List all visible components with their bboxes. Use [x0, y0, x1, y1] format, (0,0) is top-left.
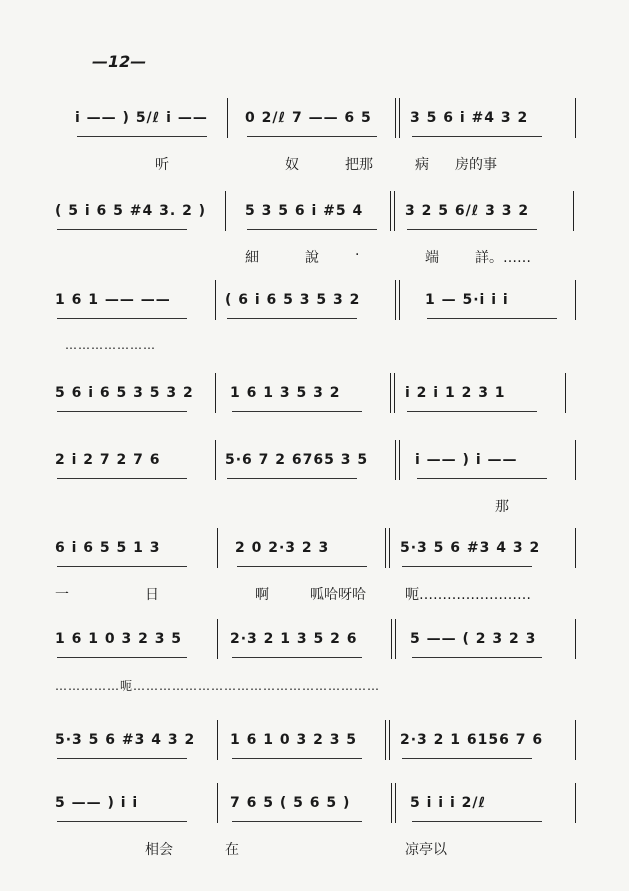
- measure-notes: 1 6 1 0 3 2 3 5: [230, 732, 358, 748]
- measure-notes: 1 — 5·i i i: [425, 292, 509, 308]
- measure-notes: 5 3 5 6 i #5 4: [245, 203, 364, 219]
- measure-notes: 5·3 5 6 #3 4 3 2: [55, 732, 196, 748]
- lyric-text: 啊: [255, 587, 269, 603]
- bar-line: [390, 373, 391, 413]
- bar-line: [385, 720, 386, 760]
- lyric-text: 病: [415, 157, 429, 173]
- bar-line: [575, 528, 576, 568]
- measure-notes: i —— ) 5/ℓ i ——: [75, 110, 208, 126]
- measure-notes: i —— ) i ——: [415, 452, 518, 468]
- measure-notes: 1 6 1 3 5 3 2: [230, 385, 341, 401]
- measure-notes: 5 6 i 6 5 3 5 3 2: [55, 385, 194, 401]
- bar-line: [395, 280, 396, 320]
- beam-underline: [412, 136, 542, 137]
- beam-underline: [57, 318, 187, 319]
- bar-line: [575, 440, 576, 480]
- beam-underline: [427, 318, 557, 319]
- bar-line: [575, 280, 576, 320]
- beam-underline: [232, 758, 362, 759]
- bar-line: [391, 619, 392, 659]
- measure-notes: ( 5 i 6 5 #4 3. 2 ): [55, 203, 207, 219]
- measure-notes: 5·6 7 2 6765 3 5: [225, 452, 369, 468]
- measure-notes: i 2 i 1 2 3 1: [405, 385, 506, 401]
- measure-notes: 1 6 1 0 3 2 3 5: [55, 631, 183, 647]
- beam-underline: [407, 229, 537, 230]
- bar-line: [575, 98, 576, 138]
- beam-underline: [247, 136, 377, 137]
- beam-underline: [57, 657, 187, 658]
- lyric-text: 細: [245, 250, 259, 266]
- beam-underline: [57, 411, 187, 412]
- beam-underline: [232, 411, 362, 412]
- bar-line: [217, 528, 218, 568]
- beam-underline: [402, 566, 532, 567]
- beam-underline: [237, 566, 367, 567]
- bar-line: [215, 440, 216, 480]
- bar-line: [217, 720, 218, 760]
- measure-notes: 5·3 5 6 #3 4 3 2: [400, 540, 541, 556]
- bar-line: [391, 783, 392, 823]
- bar-line: [225, 191, 226, 231]
- beam-underline: [57, 229, 187, 230]
- beam-underline: [412, 657, 542, 658]
- measure-notes: 5 —— ( 2 3 2 3: [410, 631, 537, 647]
- measure-notes: 2·3 2 1 6156 7 6: [400, 732, 544, 748]
- lyric-text: 說: [305, 250, 319, 266]
- bar-line: [395, 98, 396, 138]
- bar-line: [217, 783, 218, 823]
- measure-notes: 3 2 5 6/ℓ 3 3 2: [405, 203, 530, 219]
- beam-underline: [57, 566, 187, 567]
- page-number: —12—: [92, 52, 147, 71]
- lyric-text: 呃……………………: [405, 587, 531, 603]
- lyric-text: 在: [225, 842, 239, 858]
- lyric-text: 呱哈呀哈: [310, 587, 366, 603]
- measure-notes: 0 2/ℓ 7 —— 6 5: [245, 110, 372, 126]
- beam-underline: [227, 478, 357, 479]
- beam-underline: [412, 821, 542, 822]
- measure-notes: 1 6 1 —— ——: [55, 292, 171, 308]
- ellipsis-line: …………………: [65, 338, 156, 352]
- bar-line: [565, 373, 566, 413]
- lyric-text: 房的事: [455, 157, 497, 173]
- measure-notes: 2 i 2 7 2 7 6: [55, 452, 161, 468]
- lyric-text: 端: [425, 250, 439, 266]
- beam-underline: [227, 318, 357, 319]
- bar-line: [575, 720, 576, 760]
- bar-line: [385, 528, 386, 568]
- beam-underline: [232, 657, 362, 658]
- bar-line: [395, 440, 396, 480]
- beam-underline: [407, 411, 537, 412]
- bar-line: [575, 783, 576, 823]
- measure-notes: 7 6 5 ( 5 6 5 ): [230, 795, 351, 811]
- measure-notes: 6 i 6 5 5 1 3: [55, 540, 161, 556]
- lyric-text: ·: [355, 247, 360, 263]
- lyric-text: 奴: [285, 157, 299, 173]
- lyric-text: 詳。……: [475, 250, 531, 266]
- measure-notes: 5 i i i 2/ℓ: [410, 795, 487, 811]
- bar-line: [575, 619, 576, 659]
- beam-underline: [77, 136, 207, 137]
- lyric-text: 一: [55, 587, 69, 603]
- lyric-text: 相会: [145, 842, 173, 858]
- lyric-text: 听: [155, 157, 169, 173]
- measure-notes: ( 6 i 6 5 3 5 3 2: [225, 292, 361, 308]
- bar-line: [215, 280, 216, 320]
- beam-underline: [57, 821, 187, 822]
- beam-underline: [417, 478, 547, 479]
- ellipsis-line: ……………呃…………………………………………………: [55, 679, 381, 693]
- bar-line: [227, 98, 228, 138]
- lyric-text: 把那: [345, 157, 373, 173]
- lyric-text: 那: [495, 499, 509, 515]
- beam-underline: [402, 758, 532, 759]
- beam-underline: [57, 758, 187, 759]
- lyric-text: 日: [145, 587, 159, 603]
- bar-line: [390, 191, 391, 231]
- lyric-text: 凉亭以: [405, 842, 447, 858]
- measure-notes: 5 —— ) i i: [55, 795, 139, 811]
- bar-line: [573, 191, 574, 231]
- beam-underline: [247, 229, 377, 230]
- measure-notes: 3 5 6 i #4 3 2: [410, 110, 529, 126]
- bar-line: [217, 619, 218, 659]
- bar-line: [215, 373, 216, 413]
- measure-notes: 2 0 2·3 2 3: [235, 540, 330, 556]
- measure-notes: 2·3 2 1 3 5 2 6: [230, 631, 358, 647]
- beam-underline: [57, 478, 187, 479]
- beam-underline: [232, 821, 362, 822]
